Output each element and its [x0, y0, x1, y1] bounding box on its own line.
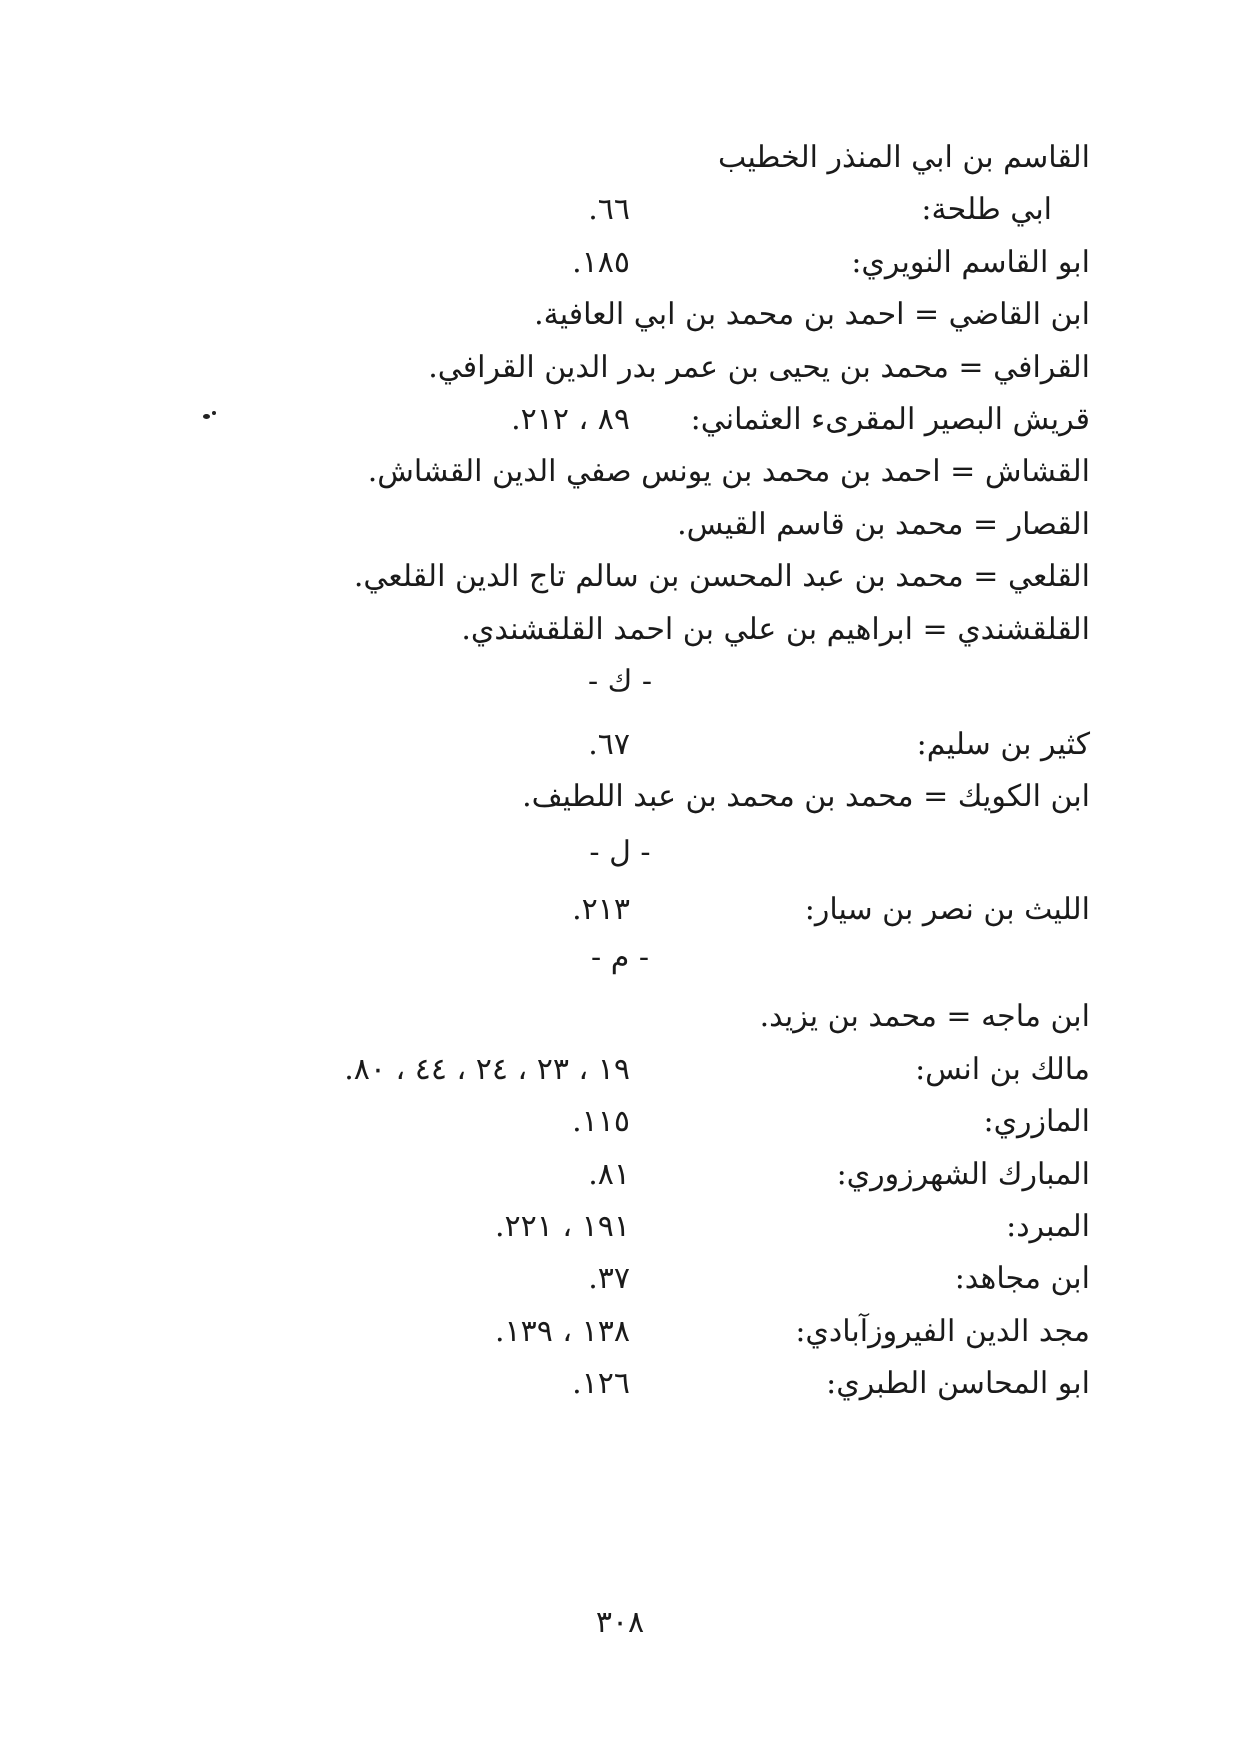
index-entry: ابن القاضي = احمد بن محمد بن ابي العافية.	[534, 297, 1090, 332]
index-entry-pages: ١٩ ، ٢٣ ، ٢٤ ، ٤٤ ، ٨٠.	[344, 1052, 630, 1087]
index-entry: القلعي = محمد بن عبد المحسن بن سالم تاج الدين القلعي.	[353, 559, 1090, 594]
index-entry-pages: ٦٧.	[588, 727, 630, 762]
index-entry-name: المبرد:	[1006, 1209, 1090, 1244]
index-entry-pages: ٦٦.	[588, 192, 630, 227]
index-entry-name: الليث بن نصر بن سيار:	[804, 892, 1090, 927]
index-entry: القشاش = احمد بن محمد بن يونس صفي الدين القشاش.	[367, 454, 1090, 489]
index-entry-pages: ١٩١ ، ٢٢١.	[495, 1209, 630, 1244]
index-entry-pages: ١٣٨ ، ١٣٩.	[495, 1314, 630, 1349]
letter-heading-lam: - ل -	[589, 835, 651, 870]
index-entry-name: ابي طلحة:	[921, 192, 1052, 227]
index-entry: القاسم بن ابي المنذر الخطيب	[718, 140, 1090, 175]
index-entry: القرافي = محمد بن يحيى بن عمر بدر الدين القرافي.	[428, 350, 1090, 385]
index-entry: القصار = محمد بن قاسم القيس.	[677, 507, 1090, 542]
index-entry: ابن ماجه = محمد بن يزيد.	[759, 999, 1090, 1034]
index-entry-pages: ١٨٥.	[572, 245, 630, 280]
letter-heading-mim: - م -	[591, 940, 649, 975]
index-entry-pages: ٨٩ ، ٢١٢.	[511, 402, 630, 437]
index-entry-name: كثير بن سليم:	[916, 727, 1090, 762]
index-entry-name: ابو القاسم النويري:	[851, 245, 1090, 280]
index-entry-pages: ٣٧.	[588, 1261, 630, 1296]
index-entry-name: مجد الدين الفيروزآبادي:	[795, 1314, 1090, 1349]
index-entry-name: قريش البصير المقرىء العثماني:	[690, 402, 1090, 437]
index-entry-name: المبارك الشهرزوري:	[836, 1157, 1090, 1192]
index-entry-name: ابن مجاهد:	[954, 1261, 1090, 1296]
index-entry-name: المازري:	[983, 1104, 1090, 1139]
index-entry-name: ابو المحاسن الطبري:	[826, 1366, 1090, 1401]
print-speck	[212, 411, 216, 415]
letter-heading-kaf: - ك -	[587, 664, 653, 699]
print-speck	[203, 414, 210, 419]
index-entry-pages: ١١٥.	[572, 1104, 630, 1139]
index-entry: ابن الكويك = محمد بن محمد بن عبد اللطيف.	[522, 779, 1090, 814]
index-entry-pages: ١٢٦.	[572, 1366, 630, 1401]
index-entry: القلقشندي = ابراهيم بن علي بن احمد القلقشندي.	[461, 612, 1090, 647]
index-entry-name: مالك بن انس:	[915, 1052, 1090, 1087]
page-number: ٣٠٨	[595, 1605, 645, 1640]
index-entry-pages: ٢١٣.	[572, 892, 630, 927]
index-entry-pages: ٨١.	[588, 1157, 630, 1192]
